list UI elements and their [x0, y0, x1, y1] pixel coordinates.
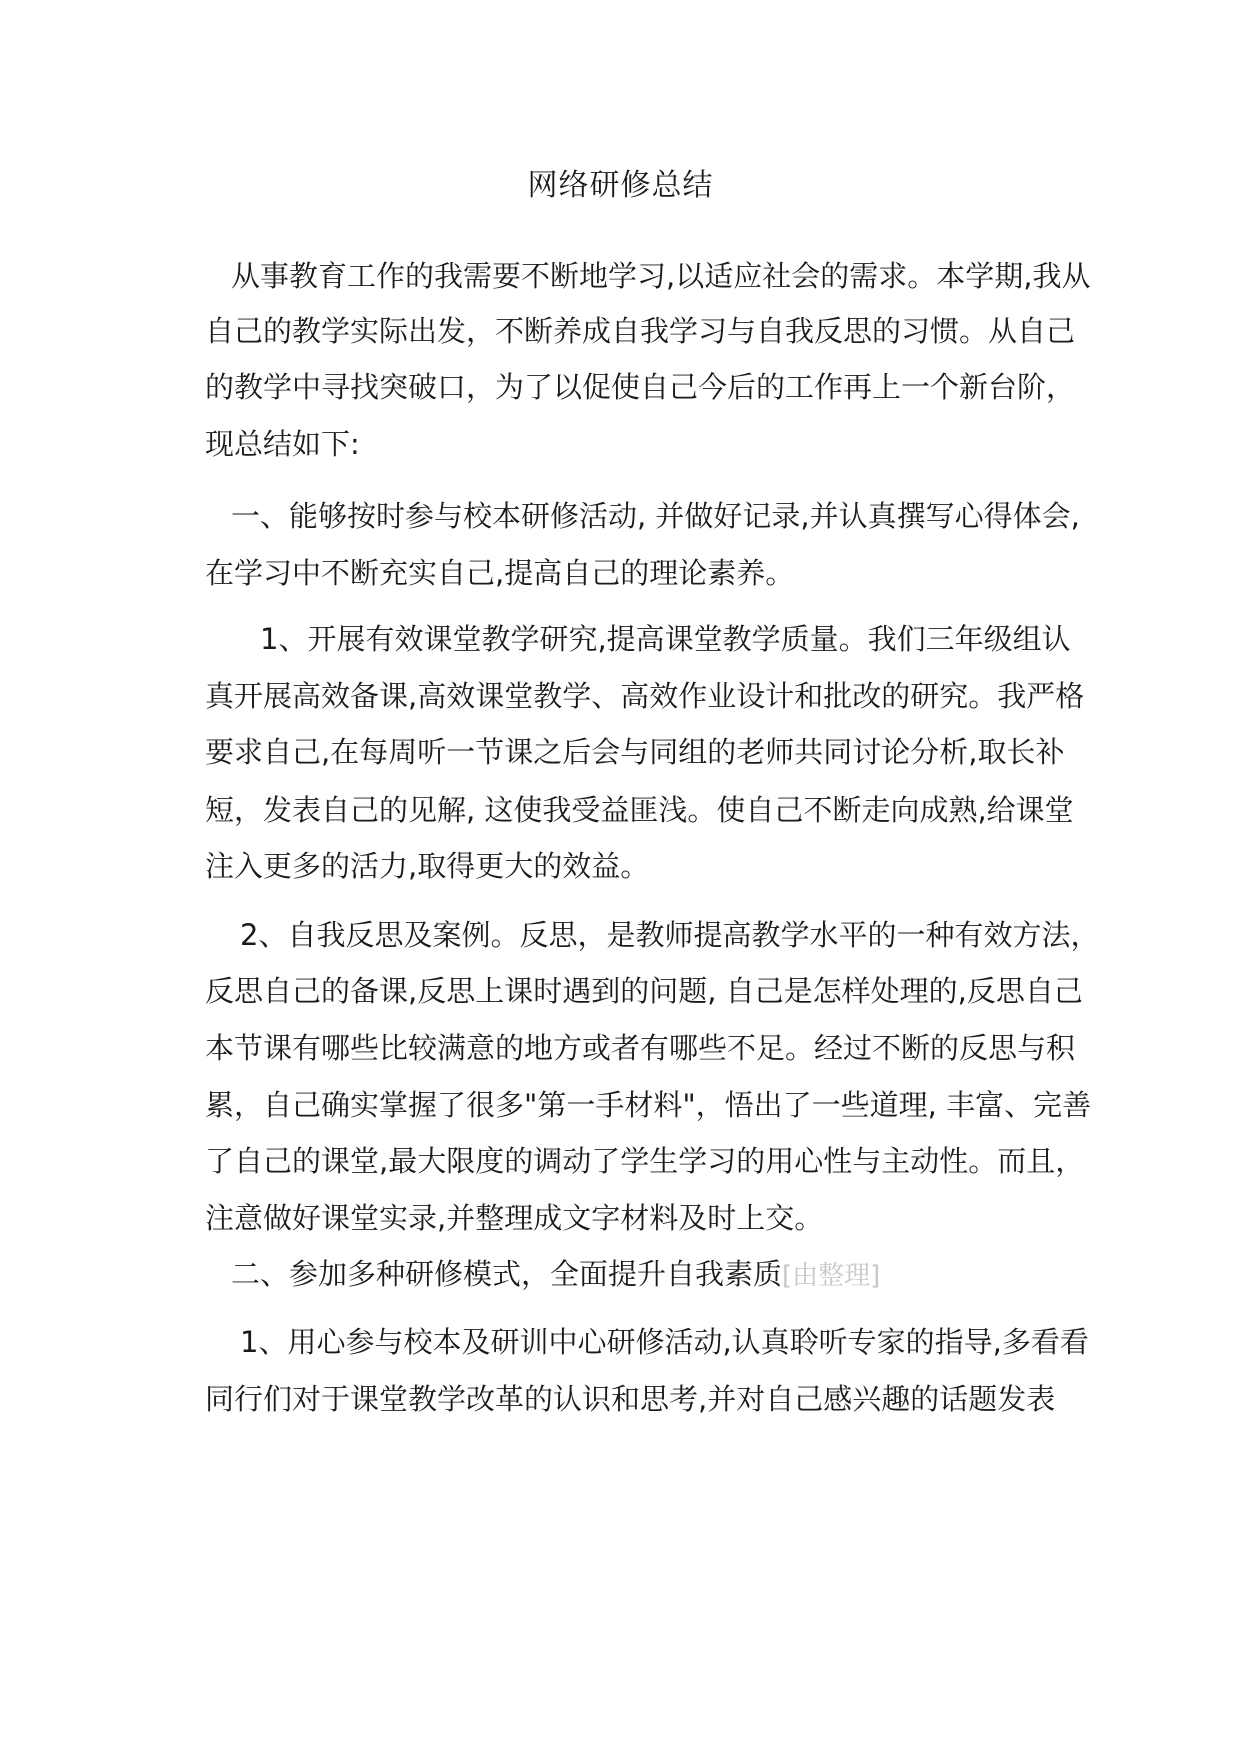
section-heading: 一、能够按时参与校本研修活动, 并做好记录,并认真撰写心得体会, — [231, 499, 1080, 533]
paragraph-line: 短，发表自己的见解, 这使我受益匪浅。使自己不断走向成熟,给课堂 — [205, 793, 1074, 827]
paragraph-line: 从事教育工作的我需要不断地学习,以适应社会的需求。本学期,我从 — [231, 259, 1091, 293]
paragraph-line: 同行们对于课堂教学改革的认识和思考,并对自己感兴趣的话题发表 — [205, 1382, 1056, 1416]
paragraph-line: 本节课有哪些比较满意的地方或者有哪些不足。经过不断的反思与积 — [205, 1031, 1076, 1065]
watermark-text: [由整理] — [782, 1261, 881, 1291]
section-heading: 二、参加多种研修模式，全面提升自我素质 — [231, 1257, 783, 1291]
paragraph-line: 现总结如下: — [205, 427, 360, 461]
paragraph-line: 累，自己确实掌握了很多"第一手材料"，悟出了一些道理, 丰富、完善 — [205, 1088, 1092, 1122]
paragraph-line: 了自己的课堂,最大限度的调动了学生学习的用心性与主动性。而且， — [205, 1144, 1085, 1178]
paragraph-line: 1、开展有效课堂教学研究,提高课堂教学质量。我们三年级组认 — [260, 622, 1071, 656]
paragraph-line: 自己的教学实际出发，不断养成自我学习与自我反思的习惯。从自己 — [205, 314, 1076, 348]
paragraph-line: 1、用心参与校本及研训中心研修活动,认真聆听专家的指导,多看看 — [240, 1325, 1089, 1359]
section-heading-line — [231, 1254, 880, 1296]
document-title: 网络研修总结 — [527, 168, 714, 203]
paragraph-line: 注意做好课堂实录,并整理成文字材料及时上交。 — [205, 1201, 824, 1235]
paragraph-line: 反思自己的备课,反思上课时遇到的问题, 自己是怎样处理的,反思自己 — [205, 974, 1083, 1008]
paragraph-line: 注入更多的活力,取得更大的效益。 — [205, 849, 650, 883]
paragraph-line: 真开展高效备课,高效课堂教学、高效作业设计和批改的研究。我严格 — [205, 679, 1085, 713]
paragraph-line: 2、自我反思及案例。反思，是教师提高教学水平的一种有效方法， — [240, 918, 1100, 952]
paragraph-line: 要求自己,在每周听一节课之后会与同组的老师共同讨论分析,取长补 — [205, 735, 1065, 769]
paragraph-line: 的教学中寻找突破口，为了以促使自己今后的工作再上一个新台阶， — [205, 370, 1076, 404]
paragraph-line: 在学习中不断充实自己,提高自己的理论素养。 — [205, 556, 795, 590]
